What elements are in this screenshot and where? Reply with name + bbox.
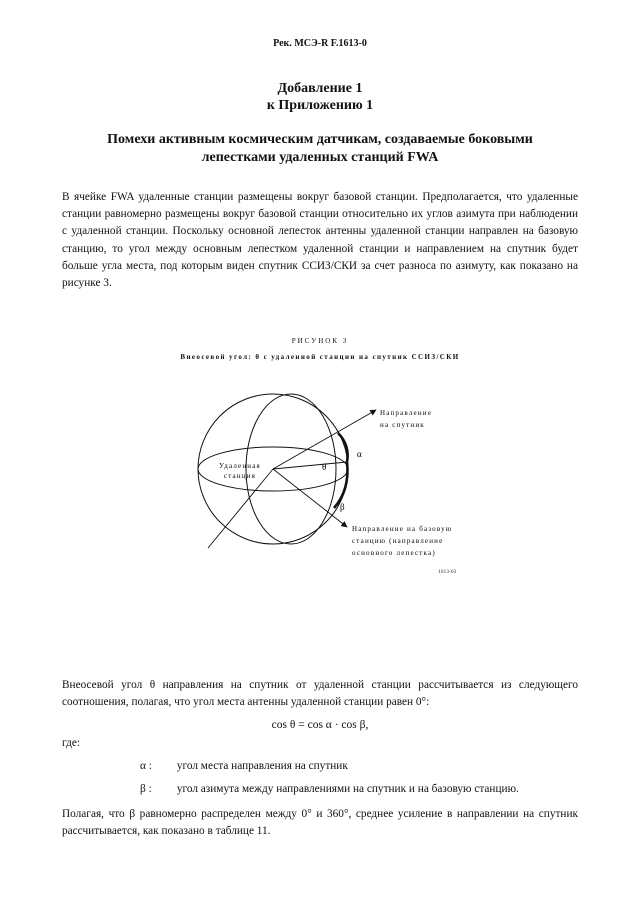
label-base-line-1: Направление на базовую — [352, 525, 453, 533]
annex-title: Добавление 1 — [277, 81, 363, 96]
section-title-line-2: лепестками удаленных станций FWA — [201, 150, 439, 165]
label-satellite-line-2: на спутник — [380, 421, 425, 429]
label-base-line-2: станцию (направление — [352, 537, 444, 545]
label-station-line-2: станция — [223, 472, 257, 480]
label-satellite-line-1: Направление — [380, 409, 433, 417]
label-station-line-1: Удаленная — [219, 462, 261, 470]
where-label: где: — [62, 737, 80, 749]
definition-beta-symbol: β : — [140, 783, 152, 795]
formula-intro-paragraph: Внеосевой угол θ направления на спутник от удаленной станции рассчитывается из следующего соотношения, полагая, что угол места антенны удаленной станции равен 0°: — [62, 679, 578, 709]
formula: cos θ = cos α · cos β, — [271, 719, 369, 731]
symbol-theta: θ — [322, 462, 327, 472]
definition-beta — [140, 783, 519, 795]
section-title-line-1: Помехи активным космическим датчикам, создаваемые боковыми — [107, 132, 533, 147]
label-base-line-3: основного лепестка) — [352, 549, 436, 557]
page-header: Рек. МСЭ-R F.1613-0 — [273, 38, 367, 49]
definition-alpha — [140, 760, 348, 772]
definition-alpha-text: угол места направления на спутник — [176, 760, 348, 772]
annex-subtitle: к Приложению 1 — [266, 98, 374, 113]
alpha-arc — [338, 433, 348, 462]
symbol-beta: β — [340, 502, 345, 512]
figure-caption: Внеосевой угол: θ с удаленной станции на спутник ССИЗ/СКИ — [180, 353, 460, 361]
definition-beta-text: угол азимута между направлениями на спутник и на базовую станцию. — [176, 783, 519, 795]
definition-alpha-symbol: α : — [140, 760, 152, 772]
figure-number: РИСУНОК 3 — [291, 337, 349, 345]
symbol-alpha: α — [357, 449, 362, 459]
intro-paragraph: В ячейке FWA удаленные станции размещены вокруг базовой станции. Предполагается, что удаленные станции равномерно размещены вокруг базовой станции относительно их углов азимута при наблюдении с удаленной станции. Поскольку основной лепесток антенны удаленной станции направлен на базовую станцию, то угол между основным лепестком удаленной станции и направлением на спутник будет больше угла места, под которым виден спутник ССИЗ/СКИ за счет разноса по азимуту, как показано на рисунке 3. — [62, 191, 578, 290]
figure-code: 1613-03 — [438, 569, 457, 575]
conclusion-paragraph: Полагая, что β равномерно распределен между 0° и 360°, среднее усиление в направлении на спутник рассчитывается, как показано в таблице 11. — [62, 808, 578, 838]
